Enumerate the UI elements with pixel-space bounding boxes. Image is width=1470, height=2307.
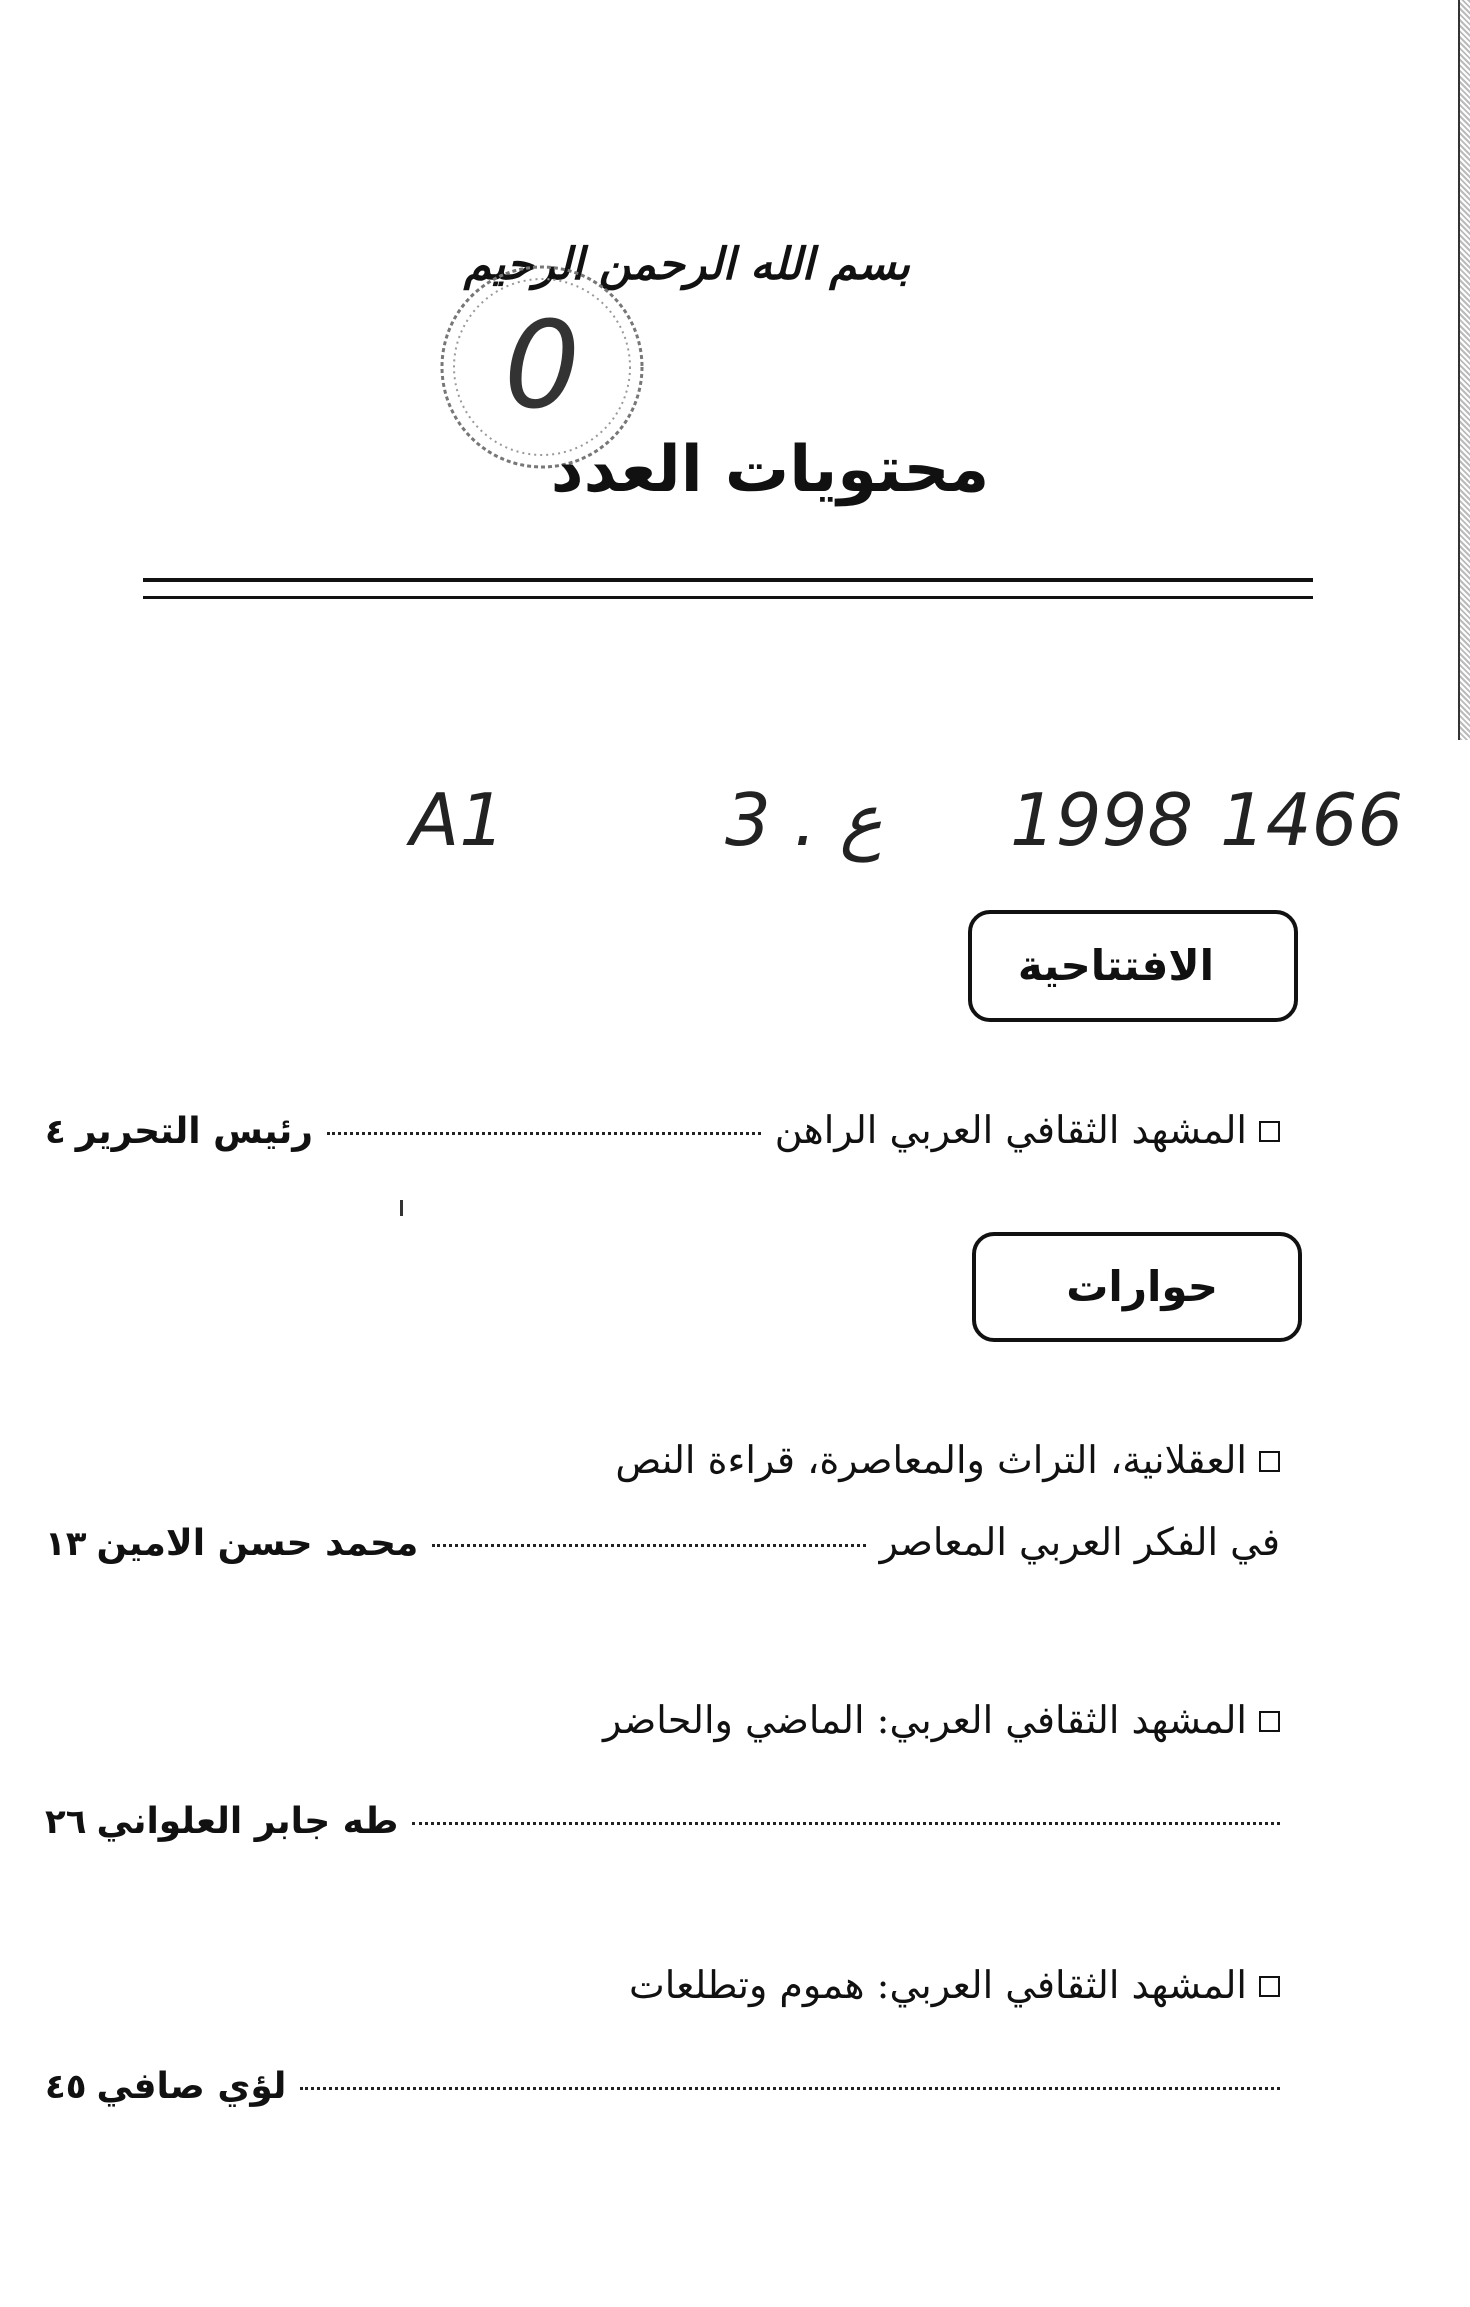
hw-code: A1: [410, 778, 506, 862]
section-heading-interviews: حوارات: [972, 1232, 1302, 1342]
toc-entry: [45, 1430, 1280, 1574]
stamp-digit: 0: [503, 297, 581, 436]
entry-author: محمد حسن الامين: [96, 1523, 419, 1564]
entry-page: ٤: [45, 1112, 66, 1152]
entry-title: المشهد الثقافي العربي الراهن: [774, 1108, 1247, 1152]
title-rule-thick: [143, 578, 1313, 582]
toc-entry: [45, 1690, 1280, 1852]
entry-author: طه جابر العلواني: [96, 1801, 399, 1842]
entry-page: ٤٥: [45, 2067, 87, 2107]
entry-title: المشهد الثقافي العربي: هموم وتطلعات: [628, 1963, 1247, 2007]
dot-leader: [412, 1822, 1280, 1825]
hw-issue: 3 . ع: [725, 778, 883, 862]
dot-leader: [327, 1132, 761, 1135]
hw-number: 1466: [1220, 778, 1404, 862]
hw-year: 1998: [1010, 778, 1194, 862]
entry-title: المشهد الثقافي العربي: الماضي والحاضر: [603, 1698, 1247, 1742]
page-title: محتويات العدد: [550, 433, 990, 507]
entry-page: ٢٦: [45, 1802, 87, 1842]
dot-leader: [300, 2087, 1280, 2090]
entry-author: رئيس التحرير: [75, 1111, 313, 1152]
entry-title: العقلانية، التراث والمعاصرة، قراءة النص: [615, 1438, 1247, 1482]
entry-title-continued: في الفكر العربي المعاصر: [879, 1520, 1280, 1564]
page-edge: [1458, 0, 1470, 740]
section-heading-editorial: الافتتاحية: [968, 910, 1298, 1022]
square-bullet-icon: [1259, 1711, 1280, 1732]
square-bullet-icon: [1259, 1121, 1280, 1142]
entry-author: لؤي صافي: [96, 2066, 287, 2107]
title-rule-thin: [143, 596, 1313, 599]
dot-leader: [432, 1544, 865, 1547]
handwritten-annotation: [400, 770, 1410, 880]
toc-entry: [45, 1100, 1280, 1162]
square-bullet-icon: [1259, 1451, 1280, 1472]
stray-mark: [400, 1200, 403, 1216]
entry-page: ١٣: [45, 1524, 87, 1564]
square-bullet-icon: [1259, 1976, 1280, 1997]
basmala: بسم الله الرحمن الرحيم: [463, 239, 910, 290]
toc-entry: [45, 1955, 1280, 2117]
